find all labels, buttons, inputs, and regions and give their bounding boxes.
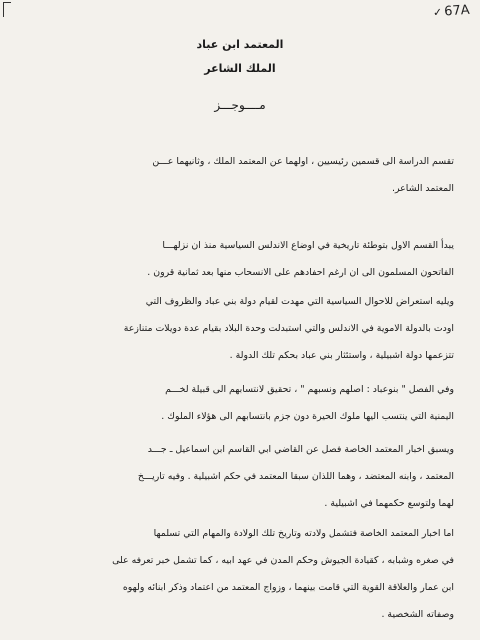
paragraph-line: لهما ولتوسع حكمهما في اشبيلية . bbox=[324, 498, 454, 509]
page-number-text: 67A bbox=[444, 2, 471, 20]
paragraph-line: ويسبق اخبار المعتمد الخاصة فصل عن القاضي ابي القاسم ابن اسماعيل ـ جـــد bbox=[147, 444, 454, 455]
paragraph-line: ويليه استعراض للاحوال السياسية التي مهدت لقيام دولة بني عباد والظروف التي bbox=[145, 296, 454, 307]
paragraph-6 bbox=[26, 520, 454, 628]
paragraph-line: اما اخبار المعتمد الخاصة فتشمل ولادته وتاريخ تلك الولادة والمهام التي تسلمها bbox=[153, 528, 454, 539]
paragraph-line: المعتمد ، وابنه المعتضد ، وهما اللذان سبقا المعتمد في حكم اشبيلية . وفيه تاريـــخ bbox=[137, 471, 454, 482]
paragraph-line: وفي الفصل " بنوعباد : اصلهم ونسبهم " ، تحقيق لانتسابهم الى قبيلة لخـــم bbox=[165, 384, 454, 395]
paragraph-5 bbox=[26, 436, 454, 517]
corner-bracket-mark bbox=[3, 2, 11, 17]
paragraph-line: تقسم الدراسة الى قسمين رئيسيين ، اولهما عن المعتمد الملك ، وثانيهما عـــن bbox=[152, 156, 454, 167]
paragraph-3 bbox=[26, 288, 454, 369]
paragraph-line: في صغره وشبابه ، كقيادة الجيوش وحكم المدن في عهد ابيه ، كما تشمل خبر تعرفه على bbox=[112, 555, 454, 566]
page-number bbox=[433, 3, 471, 21]
paragraph-line: المعتمد الشاعر. bbox=[392, 183, 454, 194]
header-subtitle: الملك الشاعر bbox=[204, 62, 276, 75]
paragraph-4 bbox=[26, 376, 454, 430]
summary-title: مــــوجـــز bbox=[214, 98, 266, 112]
paragraph-line: اودت بالدولة الاموية في الاندلس والتي استبدلت وحدة البلاد بقيام عدة دويلات متنازعة bbox=[123, 323, 454, 334]
paragraph-line: ابن عمار والعلاقة القوية التي قامت بينهما ، وزواج المعتمد من اعتماد وذكر ابنائه ولهوه bbox=[122, 582, 454, 593]
paragraph-line: تتزعمها دولة اشبيلية ، واستئثار بني عباد بحكم تلك الدولة . bbox=[229, 350, 454, 361]
paragraph-2 bbox=[26, 232, 454, 286]
header-title: المعتمد ابن عباد bbox=[196, 38, 284, 51]
paragraph-line: يبدأ القسم الاول بتوطئة تاريخية في اوضاع الاندلس السياسية منذ ان نزلهـــا bbox=[162, 240, 454, 251]
paragraph-line: اليمنية التي ينتسب اليها ملوك الحيرة دون جزم بانتسابهم الى هؤلاء الملوك . bbox=[161, 411, 454, 422]
paragraph-line: وصفاته الشخصية . bbox=[381, 609, 454, 620]
check-mark-icon: ✓ bbox=[432, 5, 444, 20]
paragraph-line: الفاتحون المسلمون الى ان ارغم احفادهم على الانسحاب منها بعد ثمانية قرون . bbox=[147, 267, 454, 278]
paragraph-1 bbox=[26, 148, 454, 202]
